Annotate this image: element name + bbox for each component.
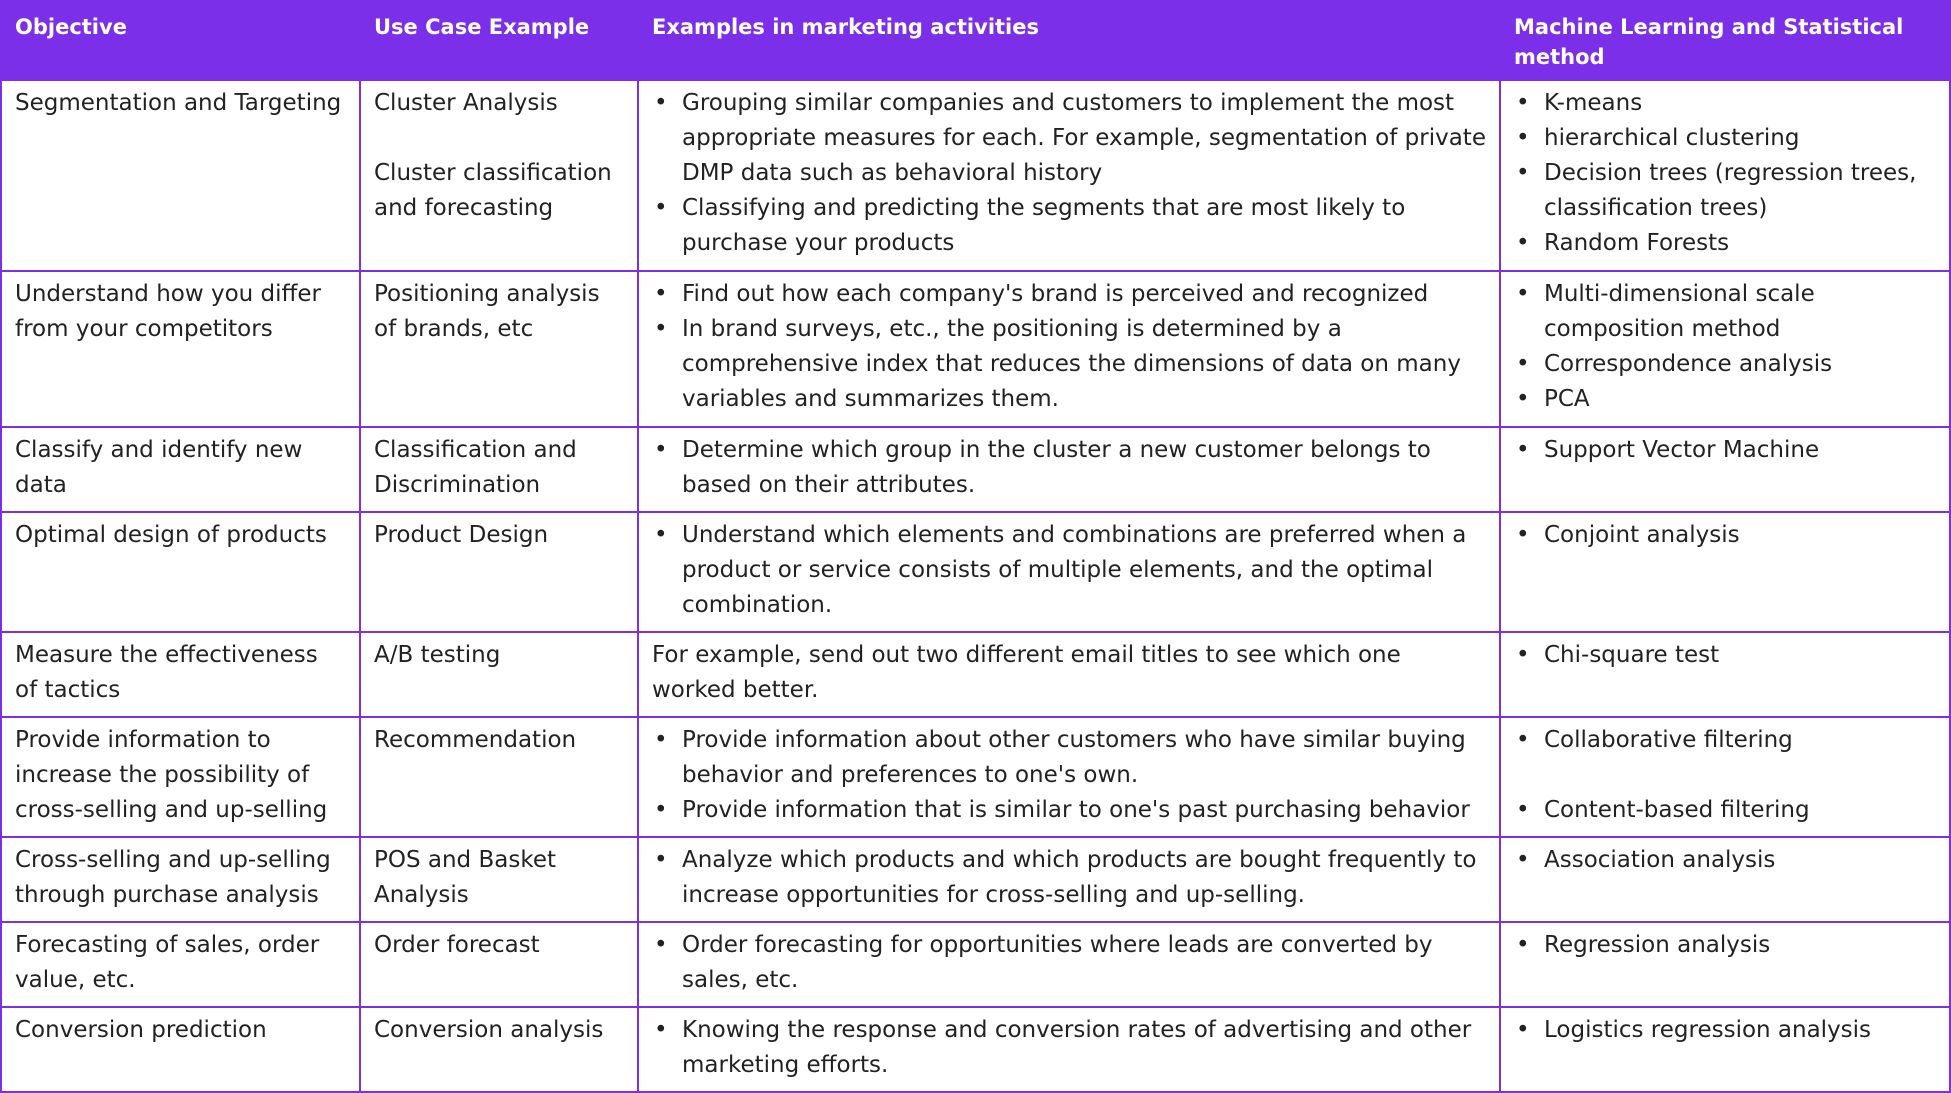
methods-list (1514, 86, 1936, 261)
use-case-cell: Positioning analysis of brands, etc (360, 271, 638, 427)
header-row (1, 1, 1950, 80)
header-method: Machine Learning and Statistical method (1500, 1, 1950, 80)
list-item: • Order forecasting for opportunities where leads are converted by sales, etc. (652, 928, 1486, 998)
list-item: • Random Forests (1514, 226, 1936, 261)
method-cell (1500, 632, 1950, 717)
examples-cell (638, 717, 1500, 837)
examples-cell (638, 80, 1500, 271)
list-item: • Provide information that is similar to one's past purchasing behavior (652, 793, 1486, 828)
objective-cell: Segmentation and Targeting (1, 80, 360, 271)
list-item: • Collaborative filtering (1514, 723, 1936, 758)
methods-list (1514, 843, 1936, 878)
examples-list (652, 86, 1486, 261)
examples-cell (638, 427, 1500, 512)
list-item: • Understand which elements and combinations are preferred when a product or service consists of multiple elements, and the optimal combination. (652, 518, 1486, 623)
examples-cell (638, 1007, 1500, 1092)
table-row (1, 271, 1950, 427)
examples-list (652, 1013, 1486, 1083)
method-cell (1500, 80, 1950, 271)
list-item: • In brand surveys, etc., the positioning is determined by a comprehensive index that reduces the dimensions of data on many variables and summarizes them. (652, 312, 1486, 417)
table-header (1, 1, 1950, 80)
list-item: • Decision trees (regression trees, classification trees) (1514, 156, 1936, 226)
examples-list (652, 723, 1486, 828)
objective-cell: Optimal design of products (1, 512, 360, 632)
use-case-text: Cluster Analysis (374, 90, 558, 116)
methods-list (1514, 928, 1936, 963)
header-examples: Examples in marketing activities (638, 1, 1500, 80)
methods-list (1514, 433, 1936, 468)
list-item: • Knowing the response and conversion rates of advertising and other marketing efforts. (652, 1013, 1486, 1083)
objective-cell: Measure the effectiveness of tactics (1, 632, 360, 717)
table-row (1, 512, 1950, 632)
examples-cell: For example, send out two different email titles to see which one worked better. (638, 632, 1500, 717)
use-case-cell: Classification and Discrimination (360, 427, 638, 512)
use-case-cell: Recommendation (360, 717, 638, 837)
method-cell (1500, 271, 1950, 427)
objective-cell: Conversion prediction (1, 1007, 360, 1092)
examples-list (652, 277, 1486, 417)
list-item: • Chi-square test (1514, 638, 1936, 673)
examples-list (652, 928, 1486, 998)
list-item: • Support Vector Machine (1514, 433, 1936, 468)
examples-cell (638, 512, 1500, 632)
methods-list (1514, 638, 1936, 673)
header-use-case: Use Case Example (360, 1, 638, 80)
use-case-text: Cluster classification and forecasting (374, 160, 612, 221)
method-cell (1500, 1007, 1950, 1092)
examples-cell (638, 271, 1500, 427)
list-item: • Grouping similar companies and customers to implement the most appropriate measures for each. For example, segmentation of private DMP data such as behavioral history (652, 86, 1486, 191)
list-item: • Determine which group in the cluster a new customer belongs to based on their attributes. (652, 433, 1486, 503)
list-item: • hierarchical clustering (1514, 121, 1936, 156)
list-item: • Regression analysis (1514, 928, 1936, 963)
list-item: • Association analysis (1514, 843, 1936, 878)
use-case-cell: Order forecast (360, 922, 638, 1007)
table-row (1, 1007, 1950, 1092)
list-item: • Find out how each company's brand is perceived and recognized (652, 277, 1486, 312)
use-case-cell: Product Design (360, 512, 638, 632)
table-row (1, 717, 1950, 837)
use-case-cell: A/B testing (360, 632, 638, 717)
table-row (1, 837, 1950, 922)
table-row (1, 80, 1950, 271)
examples-cell (638, 922, 1500, 1007)
header-objective: Objective (1, 1, 360, 80)
methods-list (1514, 1013, 1936, 1048)
use-case-cell: POS and Basket Analysis (360, 837, 638, 922)
list-item: • Provide information about other customers who have similar buying behavior and preferences to one's own. (652, 723, 1486, 793)
list-item: • Classifying and predicting the segments that are most likely to purchase your products (652, 191, 1486, 261)
table-body (1, 80, 1950, 1092)
list-item: • K-means (1514, 86, 1936, 121)
spacer (374, 121, 624, 156)
methods-list (1514, 723, 1936, 828)
examples-list (652, 843, 1486, 913)
objective-cell: Cross-selling and up-selling through purchase analysis (1, 837, 360, 922)
method-cell (1500, 922, 1950, 1007)
objective-cell: Understand how you differ from your competitors (1, 271, 360, 427)
objective-cell: Classify and identify new data (1, 427, 360, 512)
list-item: • Analyze which products and which products are bought frequently to increase opportunities for cross-selling and up-selling. (652, 843, 1486, 913)
list-item: • PCA (1514, 382, 1936, 417)
use-case-cell: Conversion analysis (360, 1007, 638, 1092)
methods-list (1514, 277, 1936, 417)
examples-list (652, 433, 1486, 503)
list-item: • Correspondence analysis (1514, 347, 1936, 382)
table-row (1, 632, 1950, 717)
method-cell (1500, 837, 1950, 922)
examples-list (652, 518, 1486, 623)
list-item: • Conjoint analysis (1514, 518, 1936, 553)
objective-cell: Forecasting of sales, order value, etc. (1, 922, 360, 1007)
method-cell (1500, 512, 1950, 632)
use-case-cell (360, 80, 638, 271)
methods-list (1514, 518, 1936, 553)
table-row (1, 427, 1950, 512)
list-item: • Multi-dimensional scale composition method (1514, 277, 1936, 347)
method-cell (1500, 717, 1950, 837)
objective-cell: Provide information to increase the possibility of cross-selling and up-selling (1, 717, 360, 837)
list-item: • Content-based filtering (1514, 793, 1936, 828)
list-item: • Logistics regression analysis (1514, 1013, 1936, 1048)
examples-cell (638, 837, 1500, 922)
table-row (1, 922, 1950, 1007)
method-cell (1500, 427, 1950, 512)
